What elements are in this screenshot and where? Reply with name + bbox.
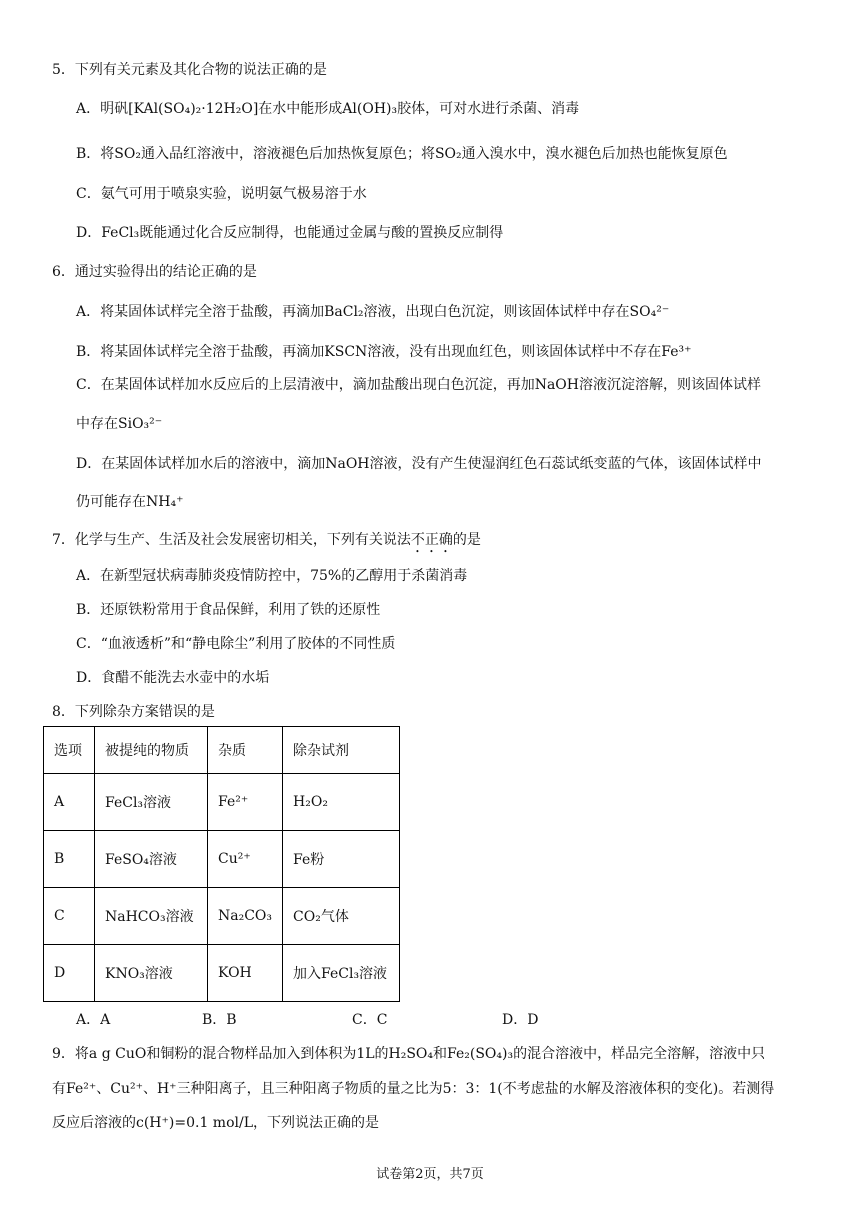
q6-option-c-line2: 中存在SiO₃²⁻ xyxy=(76,416,163,432)
q7-option-b: B．还原铁粉常用于食品保鲜，利用了铁的还原性 xyxy=(76,602,381,618)
table-header-row xyxy=(44,727,400,774)
q6-option-d-line2: 仍可能存在NH₄⁺ xyxy=(76,494,184,510)
q8-stem: 8．下列除杂方案错误的是 xyxy=(52,704,215,720)
table-row xyxy=(44,888,400,945)
q8-option-d: D．D xyxy=(502,1012,539,1028)
q7-stem-post: 的是 xyxy=(452,532,481,548)
q7-option-d: D．食醋不能洗去水壶中的水垢 xyxy=(76,670,270,686)
q6-option-a: A．将某固体试样完全溶于盐酸，再滴加BaCl₂溶液，出现白色沉淀，则该固体试样中存在SO₄²⁻ xyxy=(76,304,670,320)
q8-option-c: C．C xyxy=(352,1012,388,1028)
table-cell: 加入FeCl₃溶液 xyxy=(283,945,400,1002)
table-cell: D xyxy=(44,945,95,1002)
q6-option-b: B．将某固体试样完全溶于盐酸，再滴加KSCN溶液，没有出现血红色，则该固体试样中不存在Fe³⁺ xyxy=(76,344,692,360)
table-cell: Na₂CO₃ xyxy=(208,888,283,945)
q5-stem: 5．下列有关元素及其化合物的说法正确的是 xyxy=(52,62,327,78)
page-footer: 试卷第2页，共7页 xyxy=(376,1167,484,1182)
q6-option-c-line1: C．在某固体试样加水反应后的上层清液中，滴加盐酸出现白色沉淀，再加NaOH溶液沉淀溶解，则该固体试样 xyxy=(76,377,761,393)
q8-table xyxy=(43,726,400,1002)
q9-line2: 有Fe²⁺、Cu²⁺、H⁺三种阳离子，且三种阳离子物质的量之比为5：3：1(不考虑盐的水解及溶液体积的变化)。若测得 xyxy=(52,1081,775,1097)
q5-option-b: B．将SO₂通入品红溶液中，溶液褪色后加热恢复原色；将SO₂通入溴水中，溴水褪色后加热也能恢复原色 xyxy=(76,146,728,162)
table-header-cell: 除杂试剂 xyxy=(283,727,400,774)
table-row xyxy=(44,945,400,1002)
q8-options xyxy=(76,1010,538,1030)
table-cell: Fe²⁺ xyxy=(208,774,283,831)
q7-stem xyxy=(52,530,481,556)
q7-stem-pre: 7．化学与生产、生活及社会发展密切相关，下列有关说法 xyxy=(52,532,411,548)
table-cell: H₂O₂ xyxy=(283,774,400,831)
table-cell: A xyxy=(44,774,95,831)
table-cell: KNO₃溶液 xyxy=(95,945,208,1002)
table-cell: Fe粉 xyxy=(283,831,400,888)
table-cell: CO₂气体 xyxy=(283,888,400,945)
table-cell: B xyxy=(44,831,95,888)
table-header-cell: 被提纯的物质 xyxy=(95,727,208,774)
table-header-cell: 杂质 xyxy=(208,727,283,774)
table-cell: FeSO₄溶液 xyxy=(95,831,208,888)
table-header-cell: 选项 xyxy=(44,727,95,774)
q7-option-a: A．在新型冠状病毒肺炎疫情防控中，75%的乙醇用于杀菌消毒 xyxy=(76,568,468,584)
q7-option-c: C．“血液透析”和“静电除尘”利用了胶体的不同性质 xyxy=(76,636,396,652)
q8-option-b: B．B xyxy=(202,1012,237,1028)
q9-line1: 9．将a g CuO和铜粉的混合物样品加入到体积为1L的H₂SO₄和Fe₂(SO₄)₃的混合溶液中，样品完全溶解，溶液中只 xyxy=(52,1046,766,1062)
table-cell: KOH xyxy=(208,945,283,1002)
table-row xyxy=(44,831,400,888)
q6-option-d-line1: D．在某固体试样加水后的溶液中，滴加NaOH溶液，没有产生使湿润红色石蕊试纸变蓝的气体，该固体试样中 xyxy=(76,456,762,472)
q7-stem-emphasis: 不正确 xyxy=(410,532,453,548)
table-cell: Cu²⁺ xyxy=(208,831,283,888)
q5-option-a: A．明矾[KAl(SO₄)₂·12H₂O]在水中能形成Al(OH)₃胶体，可对水进行杀菌、消毒 xyxy=(76,101,580,117)
table-row xyxy=(44,774,400,831)
q5-option-d: D．FeCl₃既能通过化合反应制得，也能通过金属与酸的置换反应制得 xyxy=(76,225,504,241)
table-cell: C xyxy=(44,888,95,945)
table-cell: NaHCO₃溶液 xyxy=(95,888,208,945)
q9-line3: 反应后溶液的c(H⁺)=0.1 mol/L，下列说法正确的是 xyxy=(52,1115,380,1131)
q6-stem: 6．通过实验得出的结论正确的是 xyxy=(52,264,257,280)
table-cell: FeCl₃溶液 xyxy=(95,774,208,831)
q5-option-c: C．氨气可用于喷泉实验，说明氨气极易溶于水 xyxy=(76,186,367,202)
q8-option-a: A．A xyxy=(76,1012,111,1028)
